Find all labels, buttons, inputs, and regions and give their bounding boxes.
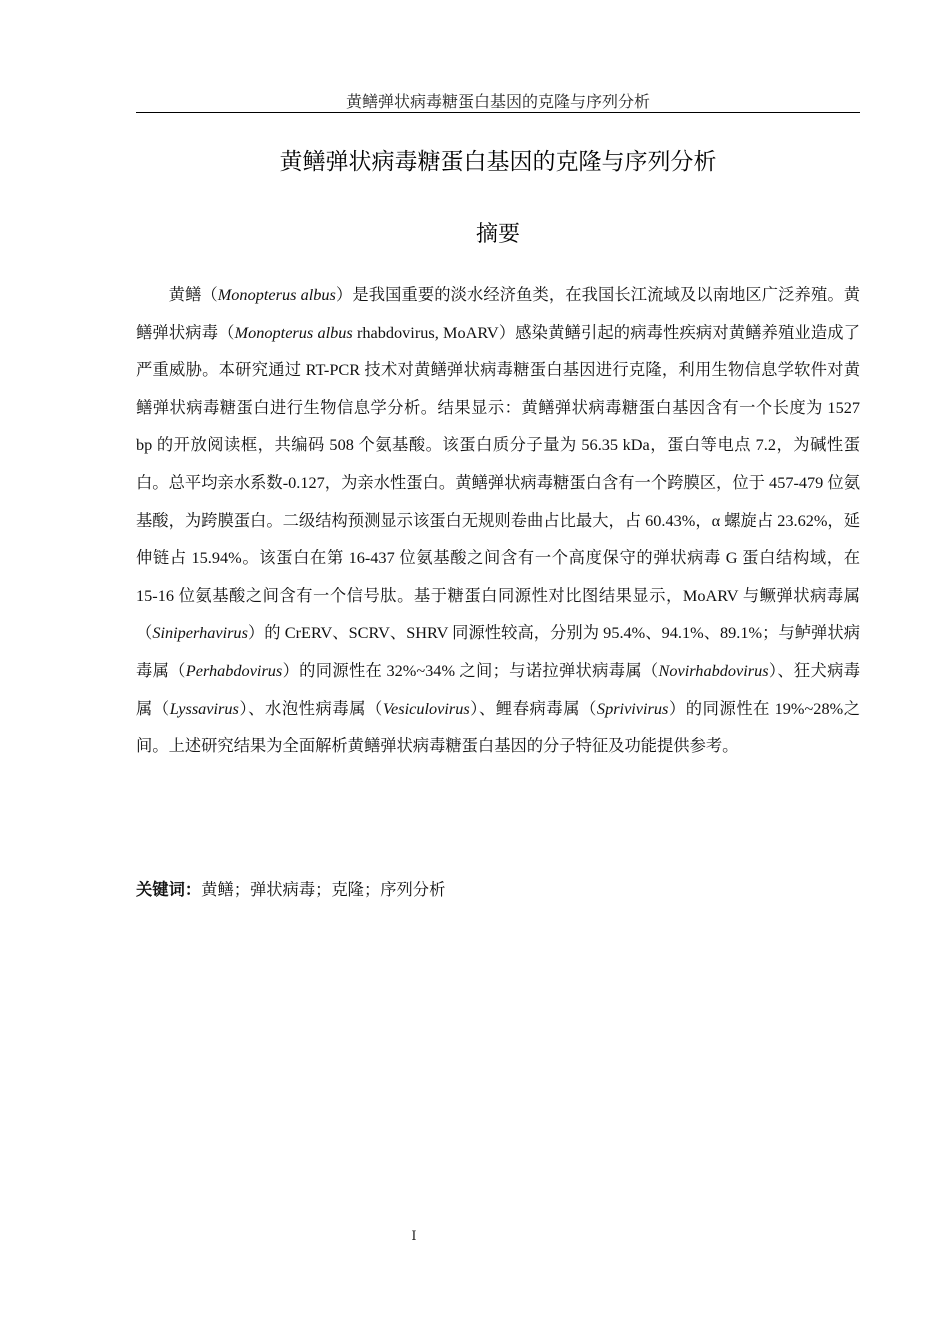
species-name: Monopterus albus <box>234 322 353 342</box>
genus-name: Novirhabdovirus <box>658 660 769 680</box>
abstract-text: ）的 CrERV、SCRV、SHRV 同源性较高，分别为 95.4%、94.1%、89.1%；与鲈弹状病毒属（ <box>136 623 860 680</box>
abstract-heading: 摘要 <box>475 222 520 247</box>
genus-name: Perhabdovirus <box>185 660 283 680</box>
keywords-value: 黄鳝；弹状病毒；克隆；序列分析 <box>201 880 446 899</box>
abstract-text: ）的同源性在 32%~34% 之间；与诺拉弹状病毒属（ <box>282 660 659 680</box>
keywords-label: 关键词： <box>136 880 202 899</box>
header-rule <box>136 112 860 113</box>
abstract-text: ）、鲤春病毒属（ <box>469 698 597 718</box>
abstract-text: rhabdovirus, MoARV）感染黄鳝引起的病毒性疾病对黄鳝养殖业造成了严重威胁。本研究通过 RT-PCR 技术对黄鳝弹状病毒糖蛋白基因进行克隆，利用生物信息学软件对黄鳝弹状病毒糖蛋白进行生物信息学分析。结果显示：黄鳝弹状病毒糖蛋白基因含有一个长度为 1527 bp 的开放阅读框，共编码 508 个氨基酸。该蛋白质分子量为 56.35 kDa，蛋白等电点 7.2，为碱性蛋白。总平均亲水系数-0.127，为亲水性蛋白。黄鳝弹状病毒糖蛋白含有一个跨膜区，位于 457-479 位氨基酸，为跨膜蛋白。二级结构预测显示该蛋白无规则卷曲占比最大，占 60.43%，α 螺旋占 23.62%，延伸链占 15.94%。该蛋白在第 16-437 位氨基酸之间含有一个高度保守的弹状病毒 G 蛋白结构域，在 15-16 位氨基酸之间含有一个信号肽。基于糖蛋白同源性对比图结果显示，MoARV 与鳜弹状病毒属（ <box>136 322 860 643</box>
genus-name: Lyssavirus <box>169 698 239 718</box>
abstract-body <box>136 276 860 765</box>
page-title: 黄鳝弹状病毒糖蛋白基因的克隆与序列分析 <box>279 149 717 175</box>
species-name: Monopterus albus <box>217 285 336 304</box>
abstract-text: ）是我国重要的淡水经济鱼类，在我国长江流域及以南地区广泛养殖。黄鳝弹状病毒（ <box>136 285 860 342</box>
genus-name: Vesiculovirus <box>382 698 470 718</box>
genus-name: Sprivivirus <box>596 698 669 718</box>
abstract-text: ）的同源性在 19%~28%之间。上述研究结果为全面解析黄鳝弹状病毒糖蛋白基因的分子特征及功能提供参考。 <box>136 698 860 756</box>
keywords <box>136 871 860 909</box>
running-header: 黄鳝弹状病毒糖蛋白基因的克隆与序列分析 <box>345 92 650 111</box>
abstract-text: ）、狂犬病毒属（ <box>136 660 860 718</box>
page-number: I <box>411 1229 417 1244</box>
abstract-text: 黄鳝（ <box>168 285 218 304</box>
genus-name: Siniperhavirus <box>152 623 248 643</box>
abstract-text: ）、水泡性病毒属（ <box>238 698 383 718</box>
